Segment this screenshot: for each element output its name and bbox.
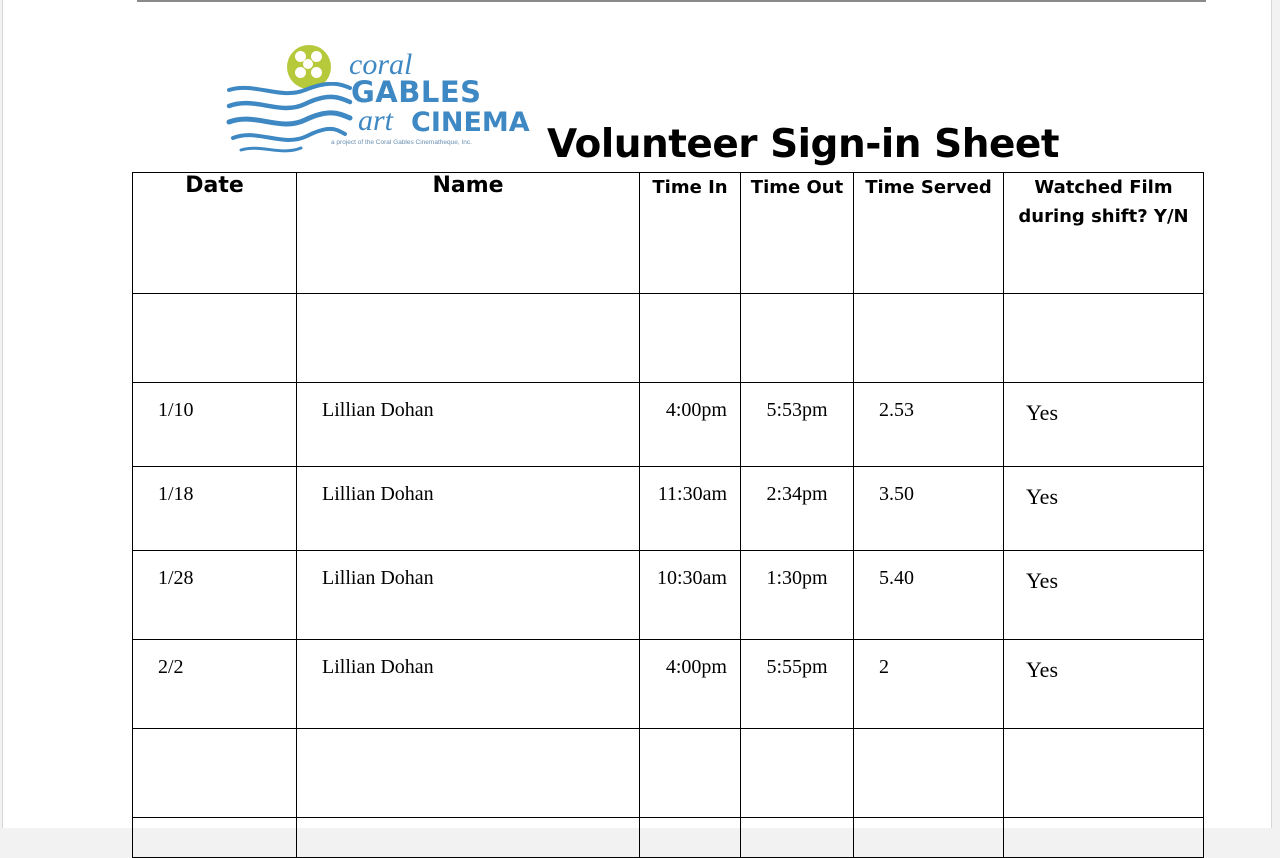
table-row bbox=[133, 551, 1204, 640]
cell-watched[interactable]: Yes bbox=[1026, 657, 1059, 682]
cell-watched[interactable]: Yes bbox=[1026, 400, 1059, 425]
cell-date[interactable] bbox=[133, 729, 296, 745]
cell-time-in[interactable]: 11:30am bbox=[657, 483, 727, 505]
cell-time-in[interactable]: 10:30am bbox=[657, 567, 727, 589]
cell-date[interactable]: 1/18 bbox=[158, 483, 194, 505]
cell-date[interactable] bbox=[133, 294, 296, 310]
cell-time-served[interactable] bbox=[854, 729, 1003, 745]
cell-date[interactable]: 1/10 bbox=[158, 399, 194, 421]
cell-watched[interactable]: Yes bbox=[1026, 568, 1059, 593]
cell-name[interactable]: Lillian Dohan bbox=[322, 399, 434, 421]
cell-watched[interactable] bbox=[1004, 729, 1203, 746]
cell-watched[interactable] bbox=[1004, 294, 1203, 311]
cell-date[interactable]: 1/28 bbox=[158, 567, 194, 589]
cell-name[interactable]: Lillian Dohan bbox=[322, 656, 434, 678]
cell-watched[interactable]: Yes bbox=[1026, 484, 1059, 509]
logo-tagline: a project of the Coral Gables Cinematheque, Inc. bbox=[331, 139, 472, 146]
cell-time-in[interactable]: 4:00pm bbox=[665, 656, 727, 678]
cell-time-served[interactable]: 2 bbox=[879, 656, 889, 678]
logo-art-text: art bbox=[358, 104, 394, 137]
cell-time-served[interactable]: 2.53 bbox=[879, 399, 914, 421]
header-watched-line1: Watched Film bbox=[1034, 177, 1173, 198]
table-row bbox=[133, 818, 1204, 858]
cell-time-out[interactable]: 5:53pm bbox=[766, 399, 828, 421]
header-watched-film bbox=[1004, 173, 1204, 294]
cell-name[interactable] bbox=[297, 294, 639, 310]
cell-time-in[interactable] bbox=[640, 729, 740, 745]
header-time-in: Time In bbox=[640, 173, 741, 294]
header-date: Date bbox=[133, 173, 297, 294]
cell-date[interactable]: 2/2 bbox=[158, 656, 184, 678]
table-row bbox=[133, 640, 1204, 729]
cell-time-out[interactable]: 1:30pm bbox=[766, 567, 828, 589]
logo-coral-text: coral bbox=[349, 48, 413, 81]
header-time-served: Time Served bbox=[854, 173, 1004, 294]
table-row bbox=[133, 467, 1204, 551]
cell-name[interactable] bbox=[297, 729, 639, 745]
top-rule bbox=[137, 0, 1206, 2]
cell-date[interactable] bbox=[133, 818, 296, 834]
cell-time-in[interactable] bbox=[640, 818, 740, 834]
table-header-row bbox=[133, 173, 1204, 294]
cell-time-out[interactable]: 5:55pm bbox=[766, 656, 828, 678]
cell-time-served[interactable]: 5.40 bbox=[879, 567, 914, 589]
cell-time-served[interactable] bbox=[854, 294, 1003, 310]
logo-gables-text: GABLES bbox=[351, 75, 482, 109]
coral-gables-art-cinema-logo bbox=[225, 42, 555, 162]
cell-time-out[interactable] bbox=[741, 818, 853, 834]
cell-watched[interactable] bbox=[1004, 818, 1203, 835]
sheet-title: Volunteer Sign-in Sheet bbox=[547, 122, 1060, 167]
logo-cinema-text: CINEMA bbox=[411, 107, 530, 138]
header-name: Name bbox=[297, 173, 640, 294]
cell-time-out[interactable] bbox=[741, 294, 853, 310]
cell-time-out[interactable]: 2:34pm bbox=[766, 483, 828, 505]
cell-time-served[interactable] bbox=[854, 818, 1003, 834]
table-row bbox=[133, 294, 1204, 383]
cell-name[interactable]: Lillian Dohan bbox=[322, 483, 434, 505]
table-row bbox=[133, 729, 1204, 818]
cell-name[interactable]: Lillian Dohan bbox=[322, 567, 434, 589]
cell-time-served[interactable]: 3.50 bbox=[879, 483, 914, 505]
table-row bbox=[133, 383, 1204, 467]
header-watched-line2: during shift? Y/N bbox=[1018, 205, 1189, 227]
cell-time-out[interactable] bbox=[741, 729, 853, 745]
cell-name[interactable] bbox=[297, 818, 639, 834]
header-time-out: Time Out bbox=[741, 173, 854, 294]
cell-time-in[interactable]: 4:00pm bbox=[665, 399, 727, 421]
cell-time-in[interactable] bbox=[640, 294, 740, 310]
signin-table bbox=[132, 172, 1204, 858]
